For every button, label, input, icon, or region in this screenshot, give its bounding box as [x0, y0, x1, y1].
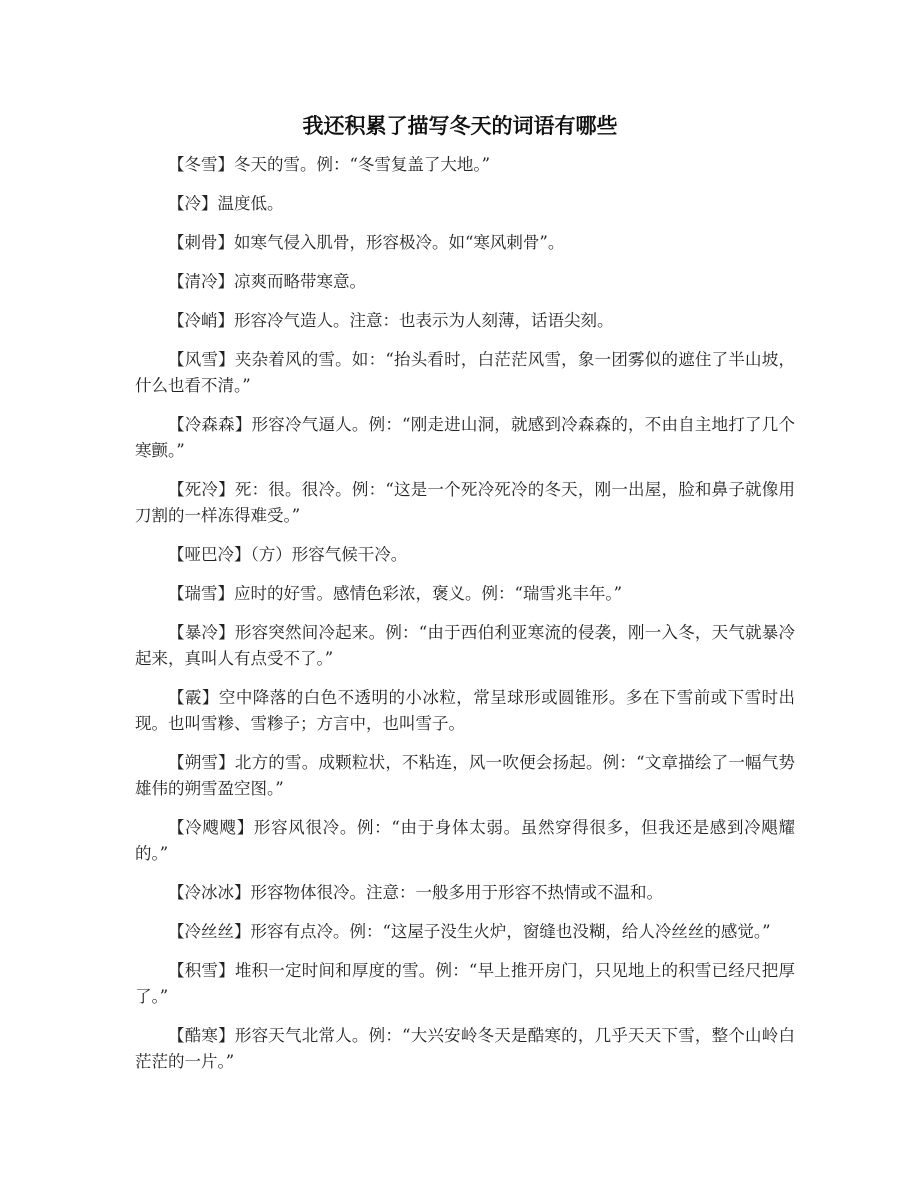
word-entry: 【哑巴冷】（方）形容气候干冷。 — [168, 545, 408, 564]
word-entry: 【清冷】凉爽而略带寒意。 — [168, 272, 366, 291]
word-entry: 【朔雪】北方的雪。成颗粒状，不粘连，风一吹便会扬起。例：“文章描绘了一幅气势雄伟的朔雪盈空图。” — [135, 753, 795, 798]
word-entry: 【暴冷】形容突然间冷起来。例：“由于西伯利亚寒流的侵袭，刚一入冬，天气就暴冷起来，真叫人有点受不了。” — [135, 623, 795, 668]
word-entry: 【死冷】死：很。很冷。例：“这是一个死冷死冷的冬天，刚一出屋，脸和鼻子就像用刀割的一样冻得难受。” — [135, 480, 795, 525]
word-entry: 【冷】温度低。 — [168, 194, 284, 213]
word-entry: 【冷丝丝】形容有点冷。例：“这屋子没生火炉，窗缝也没糊，给人冷丝丝的感觉。” — [168, 922, 771, 941]
word-entry: 【冷冰冰】形容物体很冷。注意：一般多用于形容不热情或不温和。 — [168, 883, 663, 902]
word-entry: 【积雪】堆积一定时间和厚度的雪。例：“早上推开房门，只见地上的积雪已经尺把厚了。” — [135, 961, 795, 1006]
word-entry: 【冬雪】冬天的雪。例：“冬雪复盖了大地。” — [168, 155, 491, 174]
word-entry: 【酷寒】形容天气北常人。例：“大兴安岭冬天是酷寒的，几乎天天下雪，整个山岭白茫茫的一片。” — [135, 1026, 795, 1071]
document-body — [135, 152, 795, 1088]
word-entry: 【霰】空中降落的白色不透明的小冰粒，常呈球形或圆锥形。多在下雪前或下雪时出现。也叫雪糁、雪糁子；方言中，也叫雪子。 — [135, 688, 795, 733]
document-title: 我还积累了描写冬天的词语有哪些 — [302, 113, 618, 138]
word-entry: 【冷森森】形容冷气逼人。例：“刚走进山洞，就感到冷森森的，不由自主地打了几个寒颤。” — [135, 415, 795, 460]
word-entry: 【刺骨】如寒气侵入肌骨，形容极冷。如“寒风刺骨”。 — [168, 233, 565, 252]
word-entry: 【风雪】夹杂着风的雪。如：“抬头看时，白茫茫风雪，象一团雾似的遮住了半山坡，什么也看不清。” — [135, 350, 795, 395]
word-entry: 【冷飕飕】形容风很冷。例：“由于身体太弱。虽然穿得很多，但我还是感到冷飓耀的。” — [135, 818, 795, 863]
word-entry: 【瑞雪】应时的好雪。感情色彩浓，褒义。例：“瑞雪兆丰年。” — [168, 584, 623, 603]
word-entry: 【冷峭】形容冷气造人。注意：也表示为人刻薄，话语尖刻。 — [168, 311, 614, 330]
